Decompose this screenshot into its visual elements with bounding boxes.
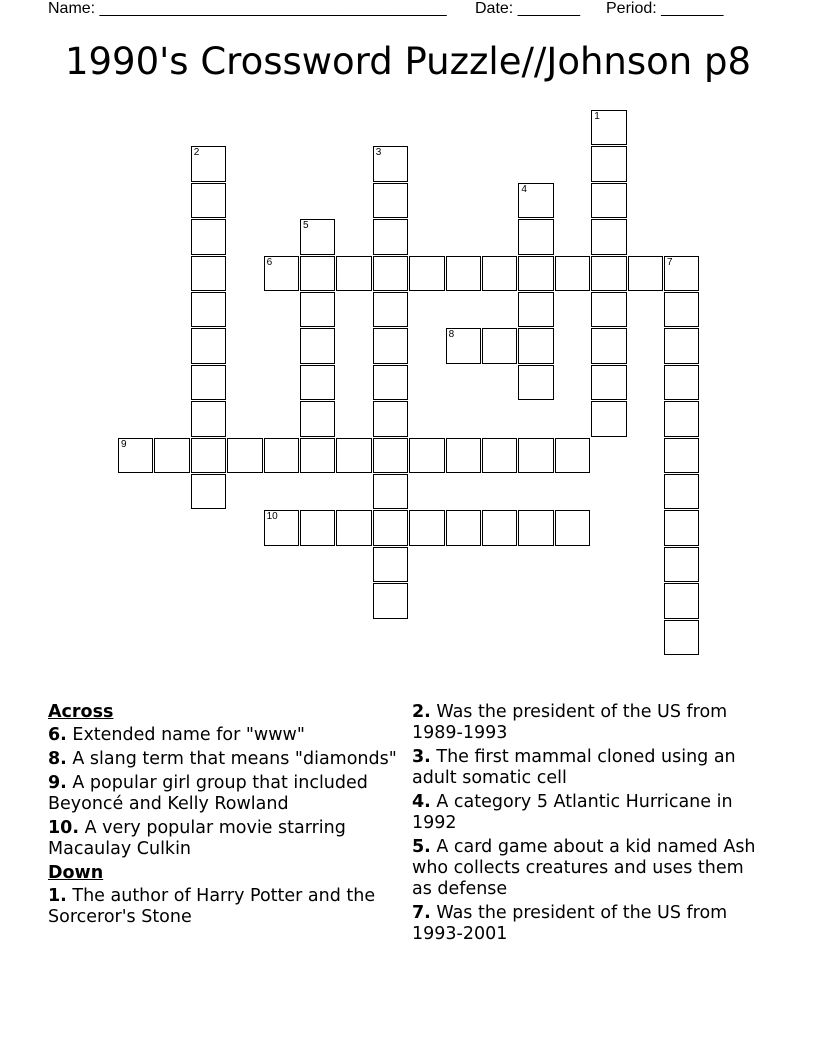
clue-item-number: 8.: [48, 749, 67, 769]
crossword-cell[interactable]: [591, 256, 626, 291]
clue-item: [412, 747, 762, 789]
clue-item-number: 1.: [48, 886, 67, 906]
crossword-cell[interactable]: [373, 146, 408, 181]
crossword-cell[interactable]: [628, 256, 663, 291]
crossword-cell[interactable]: [482, 256, 517, 291]
crossword-cell[interactable]: [518, 328, 553, 363]
crossword-cell[interactable]: [664, 438, 699, 473]
clue-number: 7: [667, 256, 673, 268]
crossword-cell[interactable]: [555, 256, 590, 291]
crossword-cell[interactable]: [264, 256, 299, 291]
clue-item-text: A slang term that means "diamonds": [66, 749, 397, 769]
crossword-cell[interactable]: [664, 547, 699, 582]
crossword-cell[interactable]: [591, 292, 626, 327]
crossword-cell[interactable]: [264, 438, 299, 473]
clue-item: [412, 837, 762, 900]
crossword-cell[interactable]: [191, 365, 226, 400]
crossword-cell[interactable]: [373, 510, 408, 545]
clue-number: 6: [266, 256, 273, 268]
crossword-cell[interactable]: [664, 328, 699, 363]
crossword-cell[interactable]: [336, 256, 371, 291]
clue-item-number: 4.: [412, 792, 431, 812]
clues-right-column: [412, 702, 762, 948]
clue-item: [48, 773, 398, 815]
down-clue-list-continued: [412, 702, 762, 945]
crossword-cell[interactable]: [373, 183, 408, 218]
crossword-cell[interactable]: [373, 438, 408, 473]
crossword-cell[interactable]: [482, 510, 517, 545]
crossword-cell[interactable]: [118, 438, 153, 473]
crossword-cell[interactable]: [264, 510, 299, 545]
clue-number: 2: [193, 147, 200, 159]
crossword-cell[interactable]: [191, 292, 226, 327]
crossword-cell[interactable]: [191, 183, 226, 218]
clue-number: 4: [521, 183, 527, 195]
clue-item-text: A card game about a kid named Ash who collects creatures and uses them as defense: [412, 837, 756, 899]
page-title: 1990's Crossword Puzzle//Johnson p8: [64, 40, 752, 83]
clue-item: [48, 818, 398, 860]
crossword-cell[interactable]: [300, 438, 335, 473]
crossword-cell[interactable]: [664, 474, 699, 509]
down-heading: Down: [48, 863, 104, 883]
crossword-cell[interactable]: [591, 219, 626, 254]
crossword-cell[interactable]: [191, 146, 226, 181]
crossword-cell[interactable]: [373, 365, 408, 400]
crossword-cell[interactable]: [373, 328, 408, 363]
crossword-cell[interactable]: [446, 438, 481, 473]
clue-item-number: 2.: [412, 702, 431, 722]
crossword-cell[interactable]: [336, 510, 371, 545]
clue-item-number: 5.: [412, 837, 431, 857]
crossword-cell[interactable]: [664, 365, 699, 400]
crossword-cell[interactable]: [300, 219, 335, 254]
clue-number: 3: [375, 147, 382, 159]
crossword-cell[interactable]: [518, 219, 553, 254]
crossword-cell[interactable]: [518, 438, 553, 473]
crossword-cell[interactable]: [373, 401, 408, 436]
crossword-cell[interactable]: [518, 183, 553, 218]
crossword-cell[interactable]: [482, 328, 517, 363]
crossword-cell[interactable]: [154, 438, 189, 473]
clue-item: [48, 749, 398, 770]
clue-item: [412, 903, 762, 945]
crossword-cell[interactable]: [591, 328, 626, 363]
across-heading: Across: [48, 702, 114, 722]
date-field[interactable]: Date: _______: [475, 0, 580, 17]
crossword-cell[interactable]: [518, 510, 553, 545]
crossword-cell[interactable]: [373, 219, 408, 254]
crossword-cell[interactable]: [664, 292, 699, 327]
crossword-cell[interactable]: [664, 510, 699, 545]
crossword-cell[interactable]: [373, 292, 408, 327]
crossword-cell[interactable]: [664, 620, 699, 655]
crossword-cell[interactable]: [446, 328, 481, 363]
crossword-cell[interactable]: [482, 438, 517, 473]
crossword-cell[interactable]: [409, 510, 444, 545]
crossword-cell[interactable]: [191, 401, 226, 436]
down-clue-list: [48, 886, 398, 928]
clue-item-text: A category 5 Atlantic Hurricane in 1992: [412, 792, 733, 833]
crossword-cell[interactable]: [373, 256, 408, 291]
crossword-cell[interactable]: [191, 474, 226, 509]
clue-item-number: 9.: [48, 773, 67, 793]
crossword-cell[interactable]: [664, 256, 699, 291]
crossword-cell[interactable]: [591, 183, 626, 218]
crossword-cell[interactable]: [409, 438, 444, 473]
crossword-cell[interactable]: [191, 219, 226, 254]
crossword-cell[interactable]: [191, 256, 226, 291]
clue-number: 10: [266, 511, 278, 523]
crossword-cell[interactable]: [373, 583, 408, 618]
crossword-cell[interactable]: [409, 256, 444, 291]
crossword-cell[interactable]: [664, 401, 699, 436]
crossword-cell[interactable]: [555, 438, 590, 473]
clue-item: [48, 886, 398, 928]
crossword-cell[interactable]: [300, 328, 335, 363]
crossword-cell[interactable]: [664, 583, 699, 618]
crossword-cell[interactable]: [591, 110, 626, 145]
clue-item: [412, 702, 762, 744]
crossword-cell[interactable]: [191, 328, 226, 363]
clue-number: 1: [594, 111, 600, 122]
clue-number: 5: [303, 220, 309, 232]
crossword-cell[interactable]: [518, 292, 553, 327]
clue-item: [48, 725, 398, 746]
period-field[interactable]: Period: _______: [606, 0, 724, 17]
crossword-cell[interactable]: [300, 510, 335, 545]
crossword-cell[interactable]: [300, 365, 335, 400]
clue-item-text: A popular girl group that included Beyoncé and Kelly Rowland: [48, 773, 368, 814]
clue-item-number: 10.: [48, 818, 80, 838]
clue-item-text: A very popular movie starring Macaulay Culkin: [48, 818, 346, 859]
clue-item-text: Was the president of the US from 1989-1993: [412, 702, 728, 743]
clue-item-number: 3.: [412, 747, 431, 767]
clue-item-text: The author of Harry Potter and the Sorceror's Stone: [48, 886, 376, 927]
crossword-cell[interactable]: [373, 547, 408, 582]
clue-item: [412, 792, 762, 834]
clues-left-column: [48, 702, 398, 931]
crossword-cell[interactable]: [336, 438, 371, 473]
crossword-cell[interactable]: [591, 365, 626, 400]
crossword-cell[interactable]: [518, 365, 553, 400]
clue-item-text: Extended name for "www": [66, 725, 305, 745]
clue-item-number: 7.: [412, 903, 431, 923]
name-field[interactable]: Name: _______________________________________: [48, 0, 447, 17]
crossword-cell[interactable]: [555, 510, 590, 545]
crossword-cell[interactable]: [300, 292, 335, 327]
clue-number: 8: [448, 329, 455, 341]
across-clue-list: [48, 725, 398, 860]
clue-item-text: Was the president of the US from 1993-2001: [412, 903, 728, 944]
crossword-cell[interactable]: [446, 256, 481, 291]
crossword-cell[interactable]: [191, 438, 226, 473]
crossword-cell[interactable]: [300, 401, 335, 436]
crossword-cell[interactable]: [591, 146, 626, 181]
crossword-cell[interactable]: [227, 438, 262, 473]
clue-item-number: 6.: [48, 725, 67, 745]
crossword-cell[interactable]: [300, 256, 335, 291]
clue-number: 9: [121, 438, 127, 450]
crossword-cell[interactable]: [373, 474, 408, 509]
crossword-cell[interactable]: [446, 510, 481, 545]
crossword-cell[interactable]: [591, 401, 626, 436]
crossword-cell[interactable]: [518, 256, 553, 291]
clue-item-text: The first mammal cloned using an adult somatic cell: [412, 747, 736, 788]
